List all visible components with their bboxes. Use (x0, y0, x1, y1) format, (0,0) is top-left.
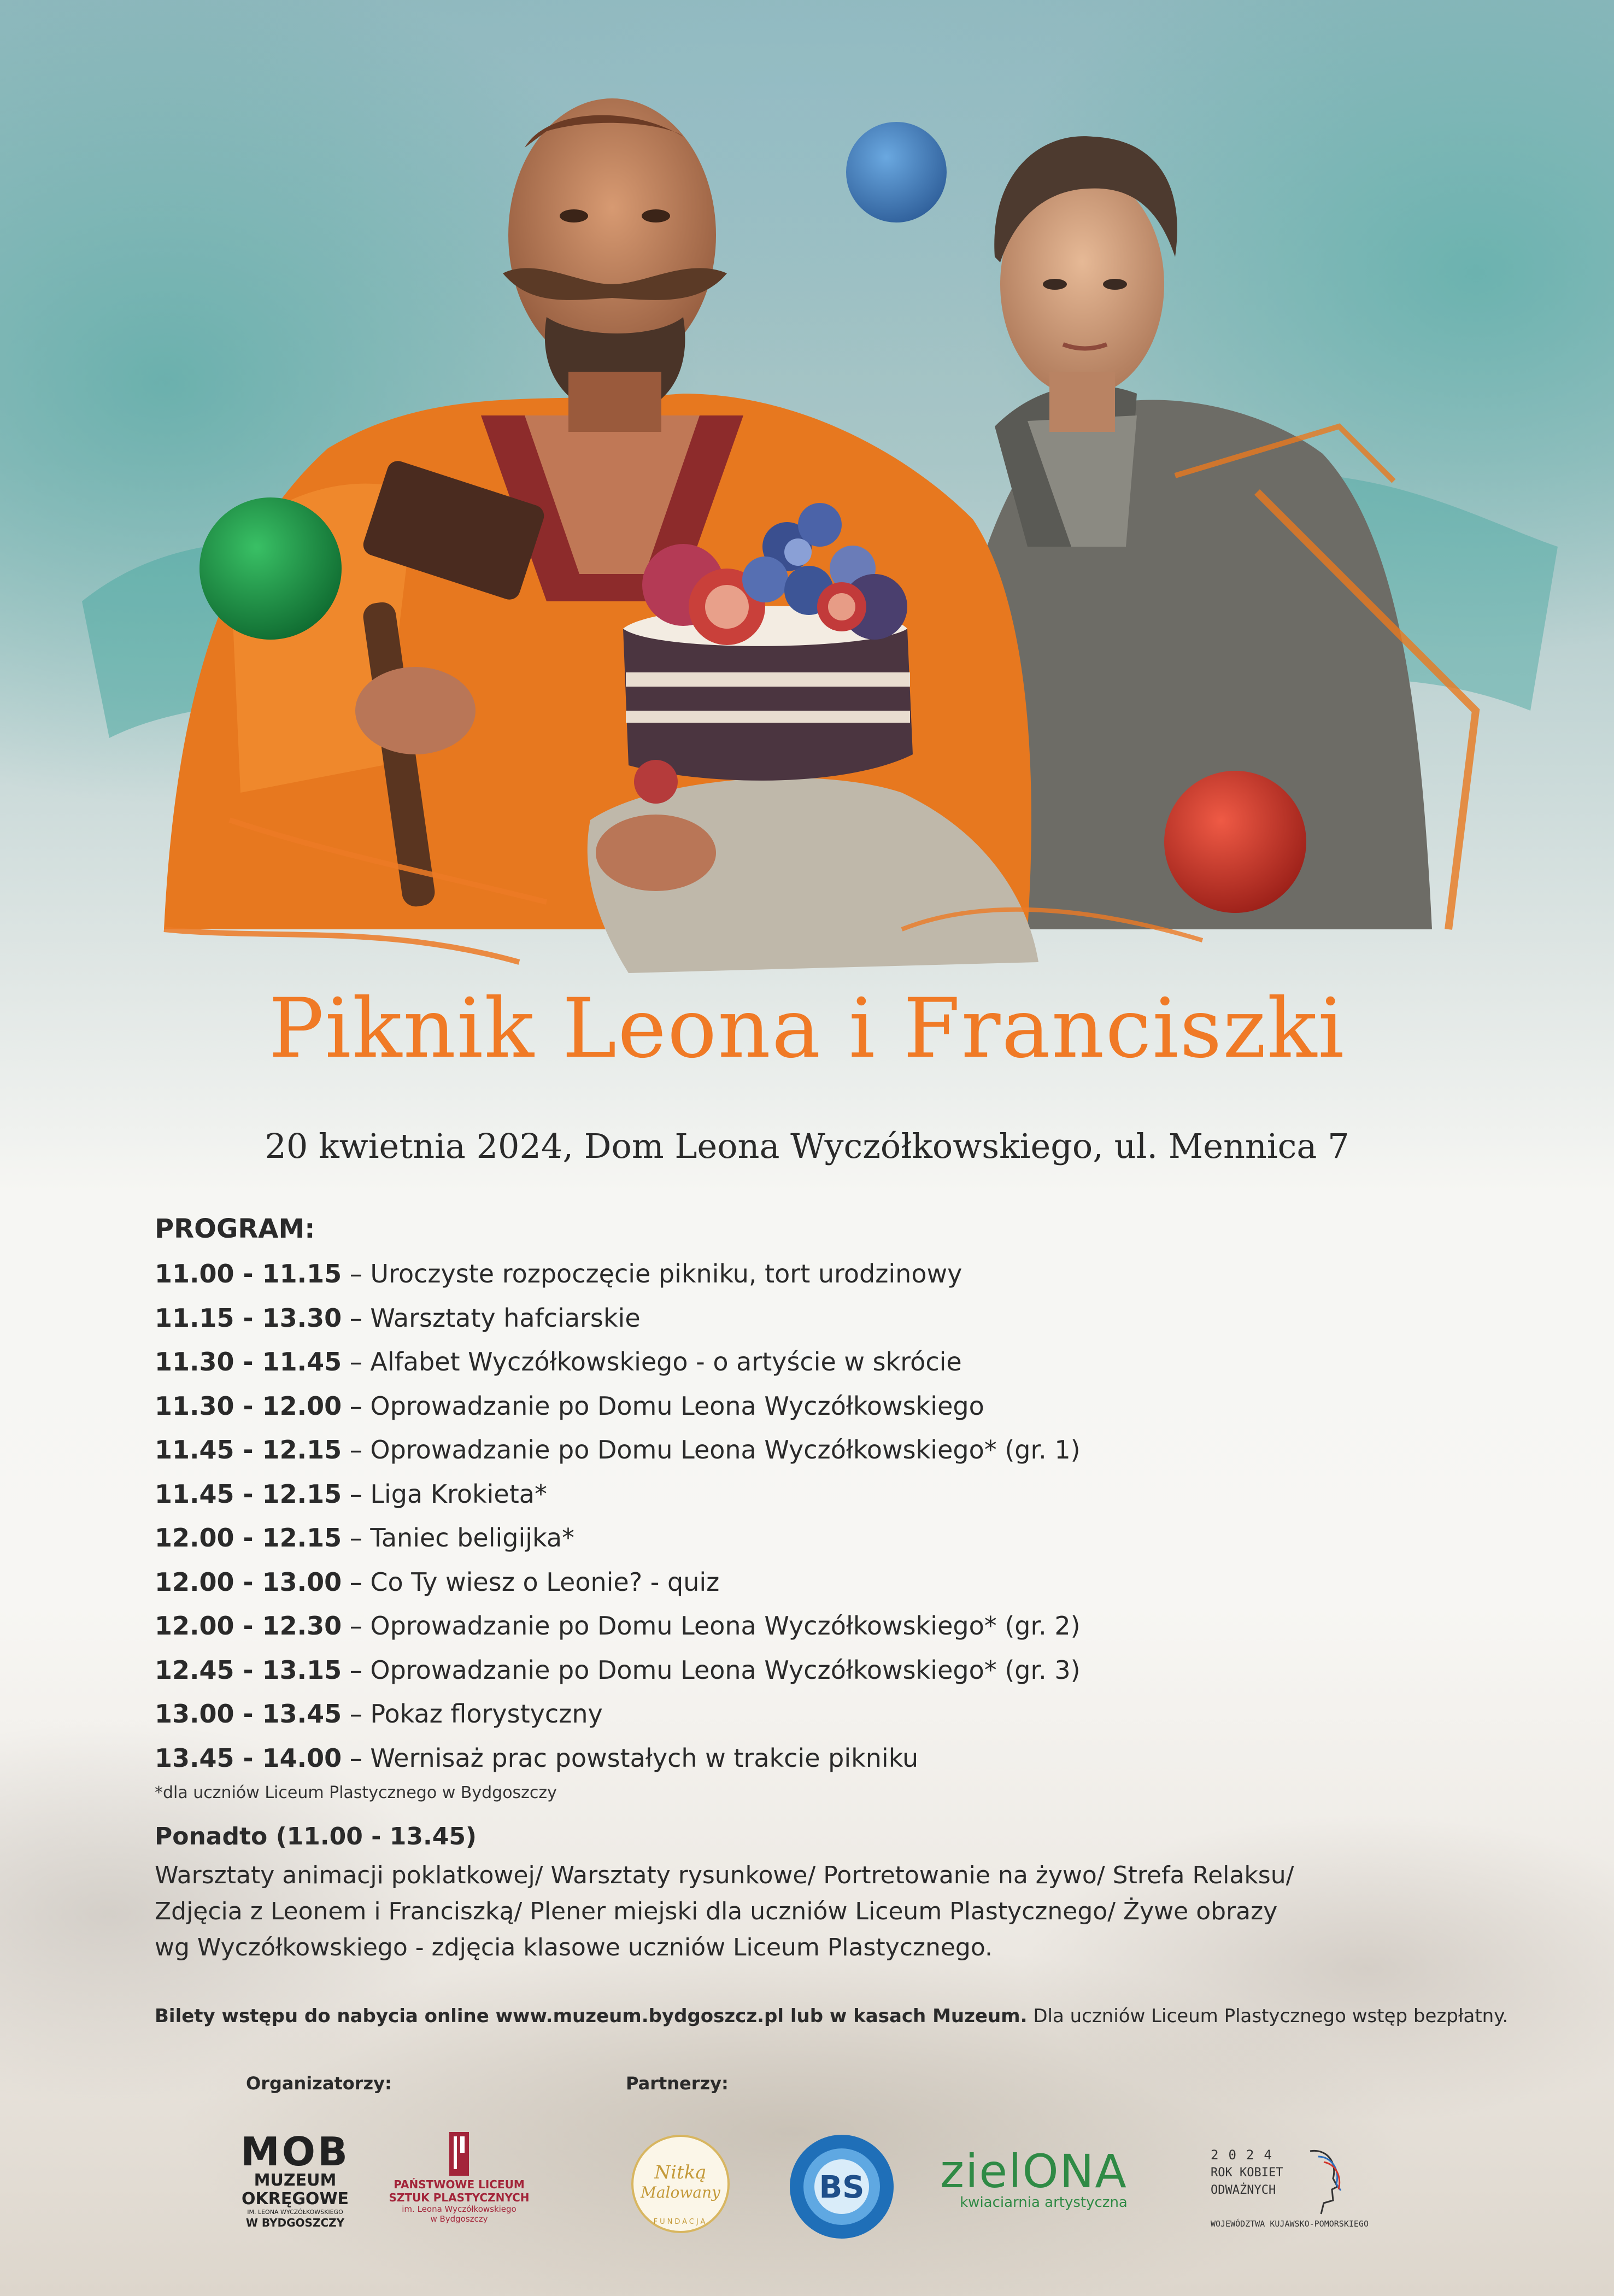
program-item-time: 13.45 - 14.00 (155, 1743, 342, 1773)
zielona-logo (940, 2145, 1128, 2211)
event-date-location: 20 kwietnia 2024, Dom Leona Wyczółkowskiego, ul. Mennica 7 (265, 1126, 1349, 1166)
plsp-line2: SZTUK PLASTYCZNYCH (389, 2191, 530, 2204)
mob-mark: MOB (240, 2129, 350, 2175)
program-heading: PROGRAM: (155, 1214, 315, 1244)
bs-emblem-icon (787, 2132, 896, 2241)
program-item-time: 12.45 - 13.15 (155, 1655, 342, 1685)
program-item-description: – Co Ty wiesz o Leonie? - quiz (342, 1567, 720, 1597)
nitka-line2: Malowany (641, 2183, 720, 2201)
tickets-info-normal: Dla uczniów Liceum Plastycznego wstęp bezpłatny. (1027, 2005, 1509, 2027)
plsp-line1: PAŃSTWOWE LICEUM (394, 2178, 525, 2191)
ponadto-heading: Ponadto (11.00 - 13.45) (155, 1823, 477, 1850)
program-item-description: – Oprowadzanie po Domu Leona Wyczółkowskiego* (gr. 1) (342, 1435, 1081, 1465)
tickets-info (155, 2005, 1508, 2027)
bs-mark: BS (819, 2170, 865, 2205)
program-item-description: – Uroczyste rozpoczęcie pikniku, tort urodzinowy (342, 1259, 962, 1288)
mob-line1: MUZEUM (254, 2171, 337, 2190)
program-item-description: – Warsztaty hafciarskie (342, 1303, 641, 1333)
program-item-description: – Taniec beligijka* (342, 1523, 575, 1553)
program-item-time: 12.00 - 13.00 (155, 1567, 342, 1597)
program-item-time: 12.00 - 12.30 (155, 1611, 342, 1641)
plsp-line3: im. Leona Wyczółkowskiego (402, 2204, 517, 2214)
program-item (155, 1560, 1521, 1604)
program-item (155, 1384, 1521, 1428)
red-ball (1164, 771, 1306, 913)
mob-line3: IM. LEONA WYCZÓŁKOWSKIEGO (247, 2209, 343, 2216)
program-section (155, 1214, 1521, 1966)
program-item (155, 1692, 1521, 1736)
muzeum-okregowe-logo (240, 2129, 350, 2229)
program-item-description: – Oprowadzanie po Domu Leona Wyczółkowskiego* (gr. 3) (342, 1655, 1081, 1685)
nitka-line1: Nitką (654, 2162, 707, 2183)
rok-line3: WOJEWÓDZTWA KUJAWSKO-POMORSKIEGO (1211, 2219, 1369, 2229)
rok-line2: ODWAŻNYCH (1211, 2183, 1276, 2197)
program-list (155, 1252, 1521, 1780)
ponadto-line: Warsztaty animacji poklatkowej/ Warsztaty rysunkowe/ Portretowanie na żywo/ Strefa Relaksu/ (155, 1861, 1294, 1889)
blue-ball (846, 122, 947, 222)
program-item (155, 1648, 1521, 1692)
rok-line1: ROK KOBIET (1211, 2166, 1283, 2180)
ponadto-line: Zdjęcia z Leonem i Franciszką/ Plener miejski dla uczniów Liceum Plastycznego/ Żywe obrazy (155, 1897, 1278, 1925)
fundacja-nitka-malowany-logo (629, 2132, 732, 2236)
organizers-label: Organizatorzy: (246, 2073, 392, 2094)
rok-year: 2024 (1211, 2147, 1282, 2163)
program-item-description: – Pokaz florystyczny (342, 1699, 603, 1729)
bs-school-logo (787, 2132, 896, 2241)
program-item-description: – Liga Krokieta* (342, 1479, 547, 1509)
program-item-time: 11.45 - 12.15 (155, 1435, 342, 1465)
program-item (155, 1252, 1521, 1296)
green-ball (199, 497, 342, 640)
program-item-description: – Oprowadzanie po Domu Leona Wyczółkowskiego (342, 1391, 984, 1421)
program-item-time: 13.00 - 13.45 (155, 1699, 342, 1729)
program-item (155, 1428, 1521, 1472)
mob-line2: OKRĘGOWE (241, 2189, 349, 2209)
program-item-time: 11.00 - 11.15 (155, 1259, 342, 1288)
nitka-emblem-icon (629, 2132, 732, 2236)
hand (596, 815, 716, 891)
program-item-time: 11.30 - 11.45 (155, 1347, 342, 1377)
tickets-info-bold: Bilety wstępu do nabycia online www.muzeum.bydgoszcz.pl lub w kasach Muzeum. (155, 2005, 1028, 2027)
plsp-line4: w Bydgoszczy (430, 2214, 488, 2224)
ponadto-line: wg Wyczółkowskiego - zdjęcia klasowe uczniów Liceum Plastycznego. (155, 1934, 993, 1961)
zielona-word: zielONA (940, 2145, 1128, 2198)
program-item (155, 1516, 1521, 1560)
nitka-arc: FUNDACJA (653, 2218, 708, 2226)
plsp-emblem-icon (447, 2132, 471, 2176)
program-item-description: – Oprowadzanie po Domu Leona Wyczółkowskiego* (gr. 2) (342, 1611, 1081, 1641)
program-item-description: – Alfabet Wyczółkowskiego - o artyście w skrócie (342, 1347, 962, 1377)
program-item-time: 11.30 - 12.00 (155, 1391, 342, 1421)
program-item (155, 1296, 1521, 1340)
program-item (155, 1604, 1521, 1648)
program-item-description: – Wernisaż prac powstałych w trakcie pikniku (342, 1743, 919, 1773)
painting-illustration (0, 0, 1614, 995)
women-profile-icon (1294, 2146, 1343, 2217)
mob-line4: W BYDGOSZCZY (245, 2216, 345, 2229)
program-item-time: 11.45 - 12.15 (155, 1479, 342, 1509)
program-footnote: *dla uczniów Liceum Plastycznego w Bydgoszczy (155, 1783, 557, 1802)
rok-kobiet-odwaznych-logo (1211, 2146, 1369, 2231)
poster-title: Piknik Leona i Franciszki (268, 981, 1346, 1076)
program-item (155, 1472, 1521, 1516)
program-item (155, 1736, 1521, 1780)
partners-label: Partnerzy: (626, 2073, 729, 2094)
program-item-time: 11.15 - 13.30 (155, 1303, 342, 1333)
program-item (155, 1340, 1521, 1384)
program-item-time: 12.00 - 12.15 (155, 1523, 342, 1553)
plsp-logo (377, 2132, 541, 2224)
zielona-sub: kwiaciarnia artystyczna (960, 2194, 1128, 2211)
